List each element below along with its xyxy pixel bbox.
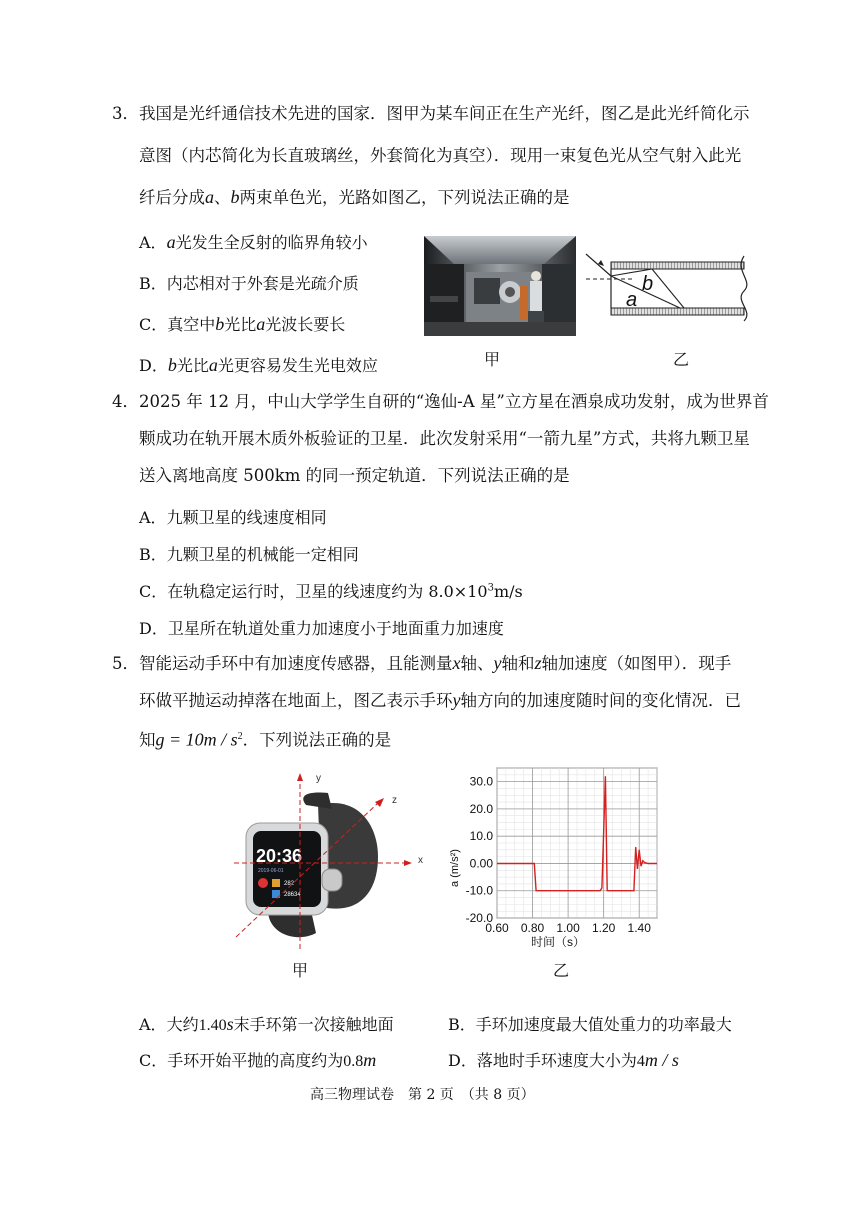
option-text: 光波长要长: [265, 315, 346, 334]
acceleration-chart: [442, 760, 667, 955]
q5-formula-superscript: 2: [237, 731, 243, 742]
q3-figure-jia-caption: 甲: [484, 350, 501, 369]
q5-var-y: y: [493, 653, 502, 673]
chart-x-tick-labels: [485, 921, 651, 935]
smartwatch-figure: [228, 765, 438, 950]
option-text: 九颗卫星的机械能一定相同: [166, 545, 359, 564]
q3-stem-line3-part3: 两束单色光，光路如图乙，下列说法正确的是: [239, 188, 570, 207]
q5-stem-part: 轴和: [501, 654, 535, 673]
chart-grid: [497, 768, 657, 918]
option-var: b: [167, 355, 177, 375]
q4-option-a[interactable]: [139, 505, 327, 528]
q5-stem-part: 轴加速度（如图甲）．现手: [541, 654, 732, 673]
option-value: 0.8: [343, 1053, 364, 1070]
q3-option-b[interactable]: [139, 271, 359, 294]
q4-number: 4．: [112, 392, 139, 411]
q5-option-b[interactable]: [448, 1012, 732, 1035]
fiber-diagram: [584, 246, 756, 324]
q5-var-y: y: [452, 690, 461, 710]
watch-axis-x-label: x: [418, 855, 423, 866]
chart-y-tick-label: -20.0: [465, 911, 493, 925]
option-letter: A．: [139, 233, 167, 252]
option-var: b: [215, 314, 225, 334]
chart-y-tick-label: 30.0: [469, 774, 493, 789]
chart-x-tick-label: 1.00: [556, 921, 580, 935]
q3-var-b: b: [230, 187, 240, 207]
q3-line3: [139, 187, 570, 208]
option-letter: A．: [139, 508, 167, 527]
chart-y-axis-label: a (m/s²): [449, 849, 461, 887]
chart-y-tick-labels: [466, 775, 494, 925]
q5-var-z: z: [534, 653, 542, 673]
fiber-workshop-photo: [424, 236, 576, 336]
q5-figure-jia-caption: 甲: [292, 961, 309, 980]
q5-stem-part: 智能运动手环中有加速度传感器，且能测量: [139, 654, 453, 673]
q3-stem-line3-part2: 、: [214, 188, 231, 207]
q5-var-x: x: [452, 653, 461, 673]
watch-date: 2019-06-01: [258, 868, 284, 874]
option-text: 落地时手环速度大小为: [476, 1051, 637, 1070]
q4-stem-line2: 颗成功在轨开展木质外板验证的卫星．此次发射采用“一箭九星”方式，共将九颗卫星: [139, 429, 750, 448]
option-text: 末手环第一次接触地面: [233, 1015, 394, 1034]
chart-x-tick-label: 1.40: [627, 921, 651, 935]
chart-y-tick-label: 20.0: [469, 801, 493, 816]
option-text: 手环加速度最大值处重力的功率最大: [475, 1015, 732, 1034]
chart-x-tick-label: 1.20: [591, 921, 616, 935]
q5-stem-part: 轴方向的加速度随时间的变化情况．已: [460, 691, 741, 710]
chart-y-tick-label: -10.0: [465, 883, 493, 898]
q5-formula-g: g = 10m / s: [155, 729, 238, 750]
q5-line1: [112, 653, 731, 674]
option-text: 九颗卫星的线速度相同: [166, 508, 327, 527]
q4-stem-line3: 送入离地高度 500km 的同一预定轨道．下列说法正确的是: [139, 466, 570, 485]
watch-stat1: 282: [284, 881, 295, 887]
q3-stem-line1: 我国是光纤通信技术先进的国家．图甲为某车间正在生产光纤，图乙是此光纤简化示: [139, 104, 750, 123]
option-letter: B．: [139, 274, 167, 293]
q5-figure-yi-caption: 乙: [553, 961, 570, 980]
watch-time: 20:36: [256, 846, 303, 866]
acceleration-chart-svg: [442, 760, 667, 955]
option-letter: C．: [139, 582, 168, 601]
q4-option-d[interactable]: [139, 616, 504, 639]
fiber-diagram-label-a: a: [626, 289, 638, 311]
q3-option-c[interactable]: [139, 312, 345, 335]
option-letter: C．: [139, 1051, 168, 1070]
option-text: 光发生全反射的临界角较小: [175, 233, 368, 252]
option-var: a: [208, 355, 218, 375]
chart-x-tick-label: 0.80: [520, 921, 545, 935]
page-footer: 高三物理试卷 第 2 页 （共 8 页）: [310, 1087, 535, 1103]
option-text: 手环开始平抛的高度约为: [167, 1051, 344, 1070]
q5-stem-part: 环做平抛运动掉落在地面上，图乙表示手环: [139, 691, 453, 710]
q3-stem-line3-part1: 纤后分成: [139, 188, 205, 207]
option-superscript: 3: [487, 582, 494, 594]
q5-stem-part: 知: [139, 730, 156, 750]
q4-option-c[interactable]: [139, 579, 523, 602]
chart-x-axis-label: 时间（s）: [530, 935, 586, 949]
q5-line3: [139, 727, 391, 751]
option-text: 光更容易发生光电效应: [217, 356, 378, 375]
option-text: 内芯相对于外套是光疏介质: [166, 274, 359, 293]
q5-option-c[interactable]: [139, 1048, 376, 1071]
option-text: 卫星所在轨道处重力加速度小于地面重力加速度: [167, 619, 504, 638]
option-unit: m/s: [493, 582, 523, 601]
chart-y-tick-label: 10.0: [469, 829, 493, 844]
q5-line2: [139, 690, 741, 711]
chart-x-tick-label: 0.60: [485, 921, 509, 935]
q5-option-a[interactable]: [139, 1012, 394, 1035]
option-letter: B．: [448, 1015, 476, 1034]
q3-number: 3．: [112, 104, 139, 123]
option-unit: s: [226, 1014, 234, 1034]
q3-option-a[interactable]: [139, 230, 368, 253]
q5-stem-part: ．下列说法正确的是: [242, 730, 392, 750]
option-letter: C．: [139, 315, 168, 334]
chart-y-tick-label: 0.00: [469, 856, 493, 871]
option-value: 4: [636, 1053, 645, 1070]
option-letter: B．: [139, 545, 167, 564]
q4-option-b[interactable]: [139, 542, 359, 565]
option-letter: D．: [139, 619, 168, 638]
option-unit: m: [363, 1050, 377, 1070]
q3-stem-line2: 意图（内芯简化为长直玻璃丝，外套简化为真空）．现用一束复色光从空气射入此光: [139, 146, 742, 165]
option-letter: A．: [139, 1015, 167, 1034]
option-var: a: [256, 314, 266, 334]
q4-line1: [112, 392, 769, 412]
q5-option-d[interactable]: [448, 1048, 679, 1071]
option-text: 真空中: [167, 315, 216, 334]
q3-figure-yi-caption: 乙: [673, 350, 690, 369]
option-letter: D．: [448, 1051, 477, 1070]
watch-stat2: 28634: [284, 892, 301, 898]
q3-line1: [112, 104, 750, 124]
q5-stem-part: 轴、: [460, 654, 494, 673]
option-letter: D．: [139, 356, 168, 375]
q4-stem-line1: 2025 年 12 月，中山大学学生自研的“逸仙-A 星”立方星在酒泉成功发射，成为世界首: [139, 392, 769, 411]
option-text: 光比: [224, 315, 257, 334]
option-text: 光比: [176, 356, 209, 375]
watch-axis-z-label: z: [392, 795, 397, 806]
fiber-diagram-label-b: b: [642, 273, 654, 295]
option-value: 1.40: [198, 1017, 227, 1034]
q5-number: 5．: [112, 654, 139, 673]
option-var: a: [166, 232, 176, 252]
option-text: 大约: [166, 1015, 199, 1034]
watch-axis-y-label: y: [316, 773, 321, 784]
option-unit: m / s: [644, 1050, 679, 1070]
q3-option-d[interactable]: [139, 353, 378, 376]
option-text: 在轨稳定运行时，卫星的线速度约为 8.0×10: [167, 582, 488, 601]
q3-var-a: a: [205, 187, 214, 207]
